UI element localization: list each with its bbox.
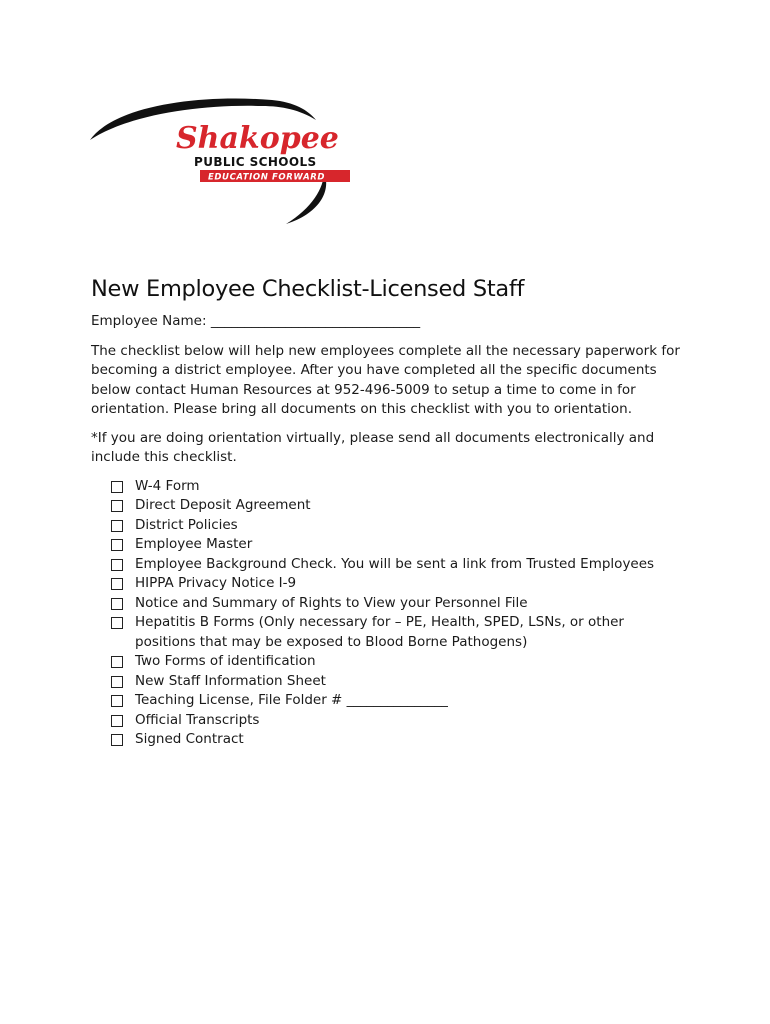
- checklist-item: [111, 535, 681, 555]
- checklist-item: [111, 652, 681, 672]
- checklist-item-label: New Staff Information Sheet: [135, 672, 326, 689]
- checkbox-icon[interactable]: [111, 598, 123, 610]
- checkbox-icon[interactable]: [111, 500, 123, 512]
- checkbox-icon[interactable]: [111, 539, 123, 551]
- logo-tagline-text: EDUCATION FORWARD: [208, 172, 326, 183]
- checklist-item-label: Official Transcripts: [135, 711, 260, 728]
- logo-brand-text: Shakopee: [176, 121, 339, 156]
- logo-subtitle-text: PUBLIC SCHOOLS: [194, 155, 317, 169]
- checklist-item: [111, 691, 681, 711]
- employee-name-line: Employee Name: _______________________________: [91, 313, 421, 329]
- checklist-item: [111, 613, 681, 652]
- checklist-item-label: Direct Deposit Agreement: [135, 497, 311, 513]
- checklist-item-label: Teaching License, File Folder # _______________: [135, 692, 448, 708]
- checklist-item-label: W-4 Form: [135, 477, 200, 494]
- checklist-item-label: Employee Background Check. You will be sent a link from Trusted Employees: [135, 555, 655, 572]
- checklist-item: [111, 555, 681, 575]
- checkbox-icon[interactable]: [111, 676, 123, 688]
- checkbox-icon[interactable]: [111, 695, 123, 707]
- checklist-item: [111, 477, 681, 497]
- checklist-item: [111, 496, 681, 516]
- checklist-item: [111, 672, 681, 692]
- checklist-item: [111, 711, 681, 731]
- checklist-item-label: Hepatitis B Forms (Only necessary for – PE, Health, SPED, LSNs, or other positions that may be exposed to Blood Borne Pathogens): [135, 614, 624, 650]
- checklist-item-label: District Policies: [135, 516, 238, 533]
- checklist-item: [111, 730, 681, 750]
- checklist-item-label: Notice and Summary of Rights to View your Personnel File: [135, 594, 528, 611]
- checkbox-icon[interactable]: [111, 715, 123, 727]
- checklist-item: [111, 594, 681, 614]
- checklist-item: [111, 574, 681, 594]
- checkbox-icon[interactable]: [111, 578, 123, 590]
- virtual-note-paragraph: *If you are doing orientation virtually, please send all documents electronically and include this checklist.: [91, 429, 655, 465]
- checklist-item-label: HIPPA Privacy Notice I-9: [135, 575, 297, 591]
- intro-paragraph: The checklist below will help new employees complete all the necessary paperwork for becoming a district employee. After you have completed all the specific documents below contact Human Resources at 952-496-5009 to setup a time to come in for orientation. Please bring all documents on this checklist with you to orientation.: [91, 342, 680, 417]
- checkbox-icon[interactable]: [111, 656, 123, 668]
- document-body: [91, 276, 681, 750]
- checkbox-icon[interactable]: [111, 481, 123, 493]
- document-checklist: [91, 477, 681, 750]
- checkbox-icon[interactable]: [111, 734, 123, 746]
- shakopee-public-schools-logo: [86, 92, 360, 226]
- page-title: New Employee Checklist-Licensed Staff: [91, 276, 525, 302]
- checkbox-icon[interactable]: [111, 520, 123, 532]
- checkbox-icon[interactable]: [111, 617, 123, 629]
- checklist-item-label: Signed Contract: [135, 731, 244, 747]
- checklist-item-label: Employee Master: [135, 536, 253, 552]
- checkbox-icon[interactable]: [111, 559, 123, 571]
- checklist-item: [111, 516, 681, 536]
- checklist-item-label: Two Forms of identification: [135, 653, 316, 669]
